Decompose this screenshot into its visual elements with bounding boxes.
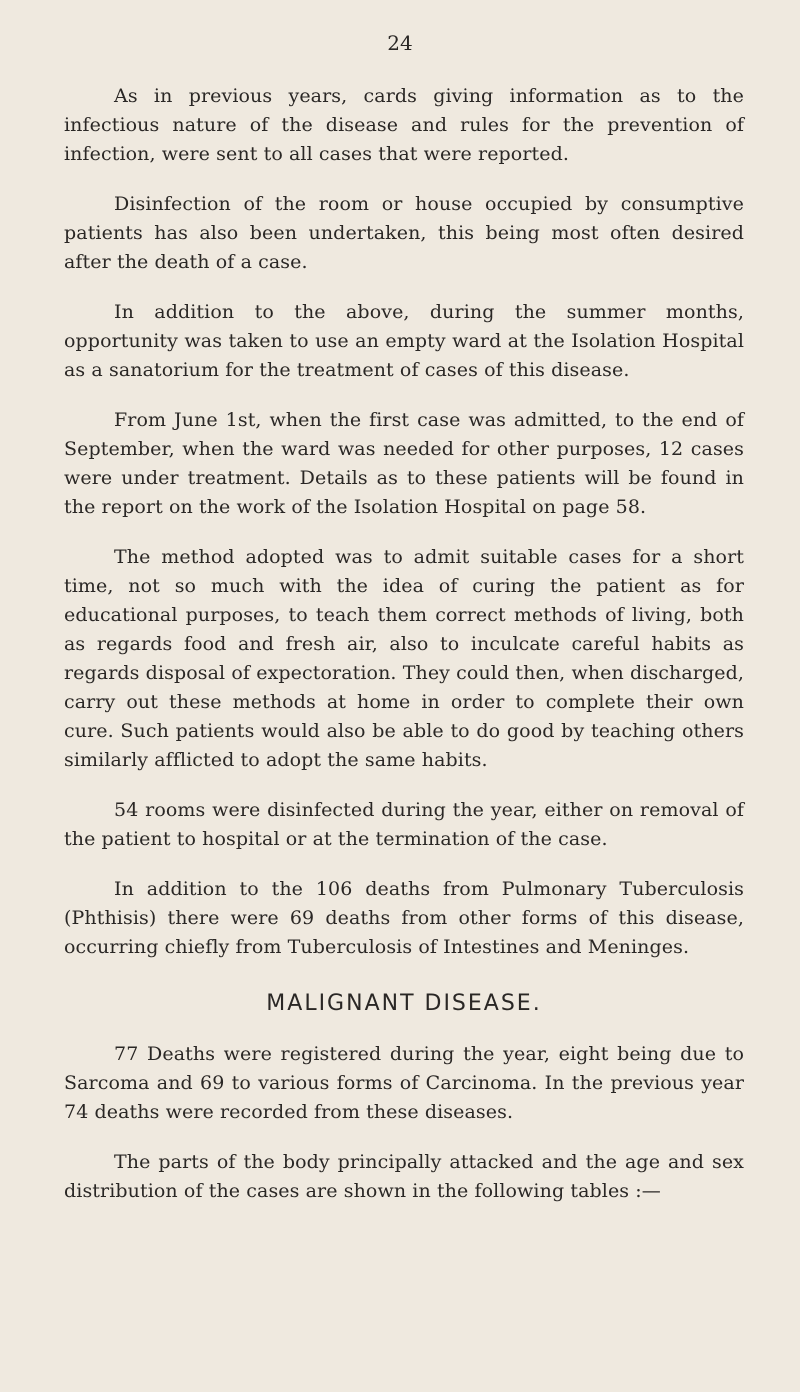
- paragraph-other-tuberculosis-deaths: In addition to the 106 deaths from Pulmonary Tuberculosis (Phthisis) there were 69 deaths from other forms of this disease, occurring chiefly from Tuberculosis of Intestines and Meninges.: [64, 878, 744, 958]
- paragraph-disinfection: Disinfection of the room or house occupied by consumptive patients has also been undertaken, this being most often desired after the death of a case.: [64, 193, 744, 273]
- document-body: [64, 82, 744, 1227]
- section-heading: MALIGNANT DISEASE.: [266, 991, 542, 1016]
- paragraph-notification-cards: As in previous years, cards giving information as to the infectious nature of the disease and rules for the prevention of infection, were sent to all cases that were reported.: [64, 85, 744, 165]
- paragraph-rooms-disinfected: 54 rooms were disinfected during the year, either on removal of the patient to hospital or at the termination of the case.: [64, 799, 744, 850]
- paragraph-sanatorium: In addition to the above, during the summer months, opportunity was taken to use an empty ward at the Isolation Hospital as a sanatorium for the treatment of cases of this disease.: [64, 301, 744, 381]
- page-number: 24: [387, 31, 413, 55]
- paragraph-tables-intro: The parts of the body principally attacked and the age and sex distribution of the cases are shown in the following tables :—: [64, 1151, 744, 1202]
- paragraph-treatment-period: From June 1st, when the first case was admitted, to the end of September, when the ward was needed for other purposes, 12 cases were under treatment. Details as to these patients will be found in the report on the work of the Isolation Hospital on page 58.: [64, 409, 744, 518]
- paragraph-method-adopted: The method adopted was to admit suitable cases for a short time, not so much with the idea of curing the patient as for educational purposes, to teach them correct methods of living, both as regards food and fresh air, also to inculcate careful habits as regards disposal of expectoration. They could then, when discharged, carry out these methods at home in order to complete their own cure. Such patients would also be able to do good by teaching others similarly afflicted to adopt the same habits.: [64, 546, 744, 771]
- paragraph-malignant-deaths: 77 Deaths were registered during the year, eight being due to Sarcoma and 69 to various forms of Carcinoma. In the previous year 74 deaths were recorded from these diseases.: [64, 1043, 744, 1123]
